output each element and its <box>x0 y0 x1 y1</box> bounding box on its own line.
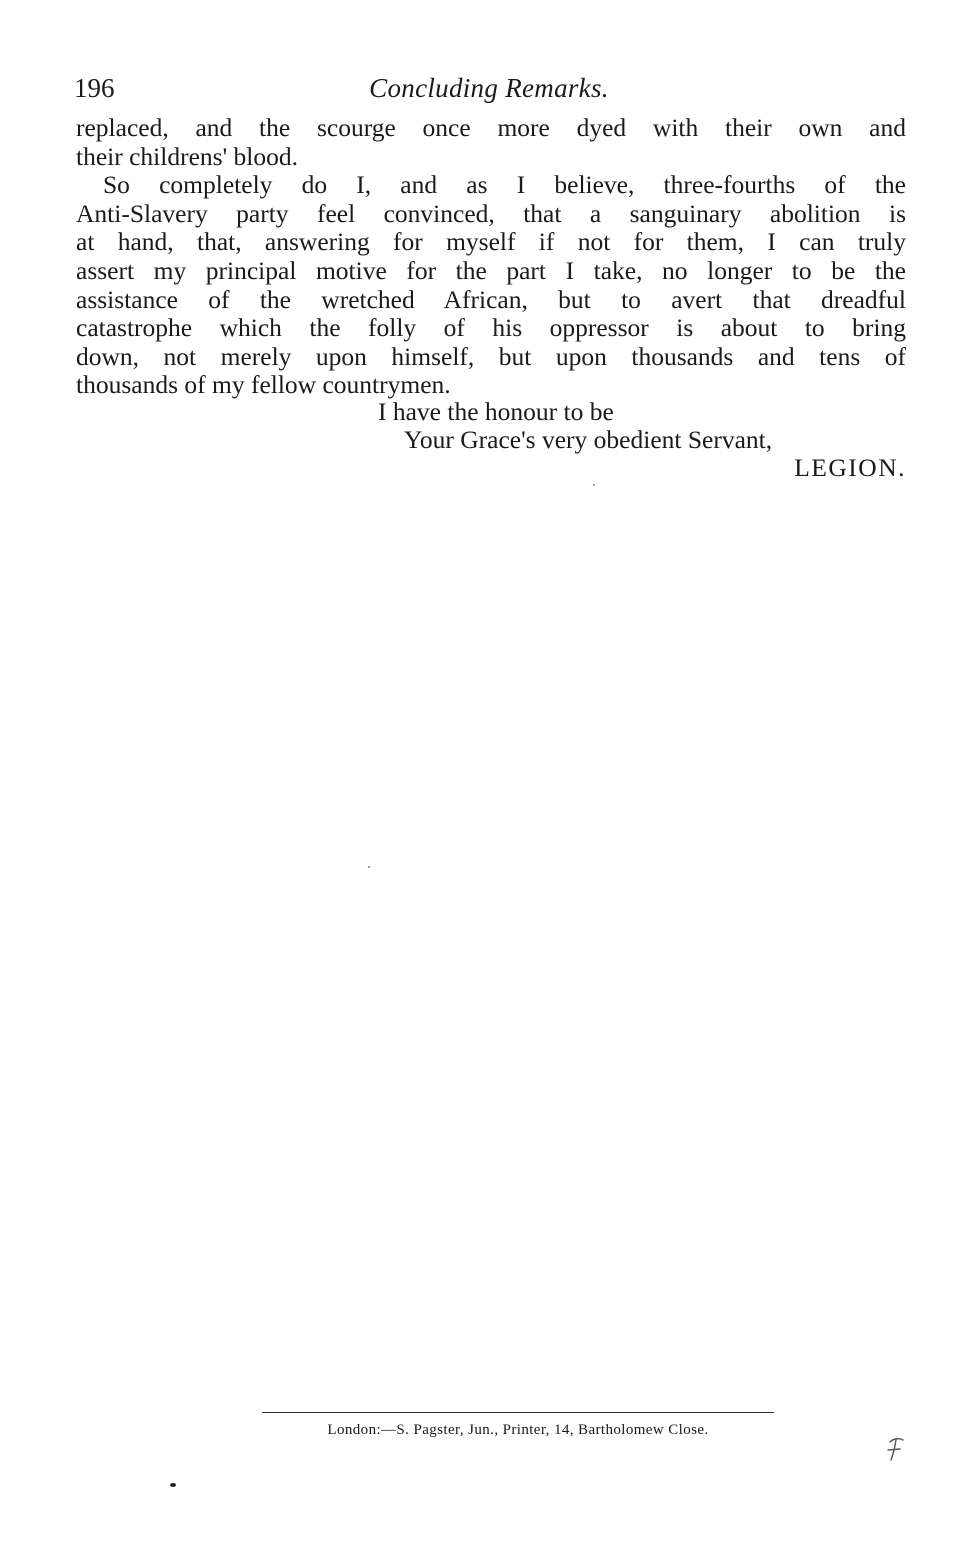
text-line: assistance of the wretched African, but to avert that dreadful <box>76 284 906 314</box>
text-line: catastrophe which the folly of his oppressor is about to bring <box>76 313 906 343</box>
closing-line: Your Grace's very obedient Servant, <box>404 425 773 454</box>
ink-speck <box>593 484 595 486</box>
running-head <box>74 70 904 106</box>
text-line: their childrens' blood. <box>76 141 299 171</box>
ink-speck <box>170 1483 176 1487</box>
imprint-rule <box>262 1412 774 1413</box>
text-line: Anti-Slavery party feel convinced, that a sanguinary abolition is <box>76 198 906 228</box>
text-line: thousands of my fellow countrymen. <box>76 370 451 400</box>
text-line: assert my principal motive for the part I take, no longer to be the <box>76 255 906 285</box>
ink-speck <box>368 866 370 868</box>
body-text <box>76 114 906 400</box>
running-title: Concluding Remarks. <box>369 73 609 103</box>
text-line: So completely do I, and as I believe, three-fourths of the <box>103 170 906 200</box>
text-line: down, not merely upon himself, but upon thousands and tens of <box>76 341 906 371</box>
closing-line: I have the honour to be <box>378 397 614 426</box>
text-line: at hand, that, answering for myself if not for them, I can truly <box>76 227 906 257</box>
text-line: replaced, and the scourge once more dyed with their own and <box>76 113 906 142</box>
page-number: 196 <box>74 73 115 103</box>
printer-imprint: London:—S. Pagster, Jun., Printer, 14, Bartholomew Close. <box>327 1422 709 1438</box>
signature: LEGION. <box>794 453 906 482</box>
pencil-mark-icon <box>884 1434 906 1464</box>
